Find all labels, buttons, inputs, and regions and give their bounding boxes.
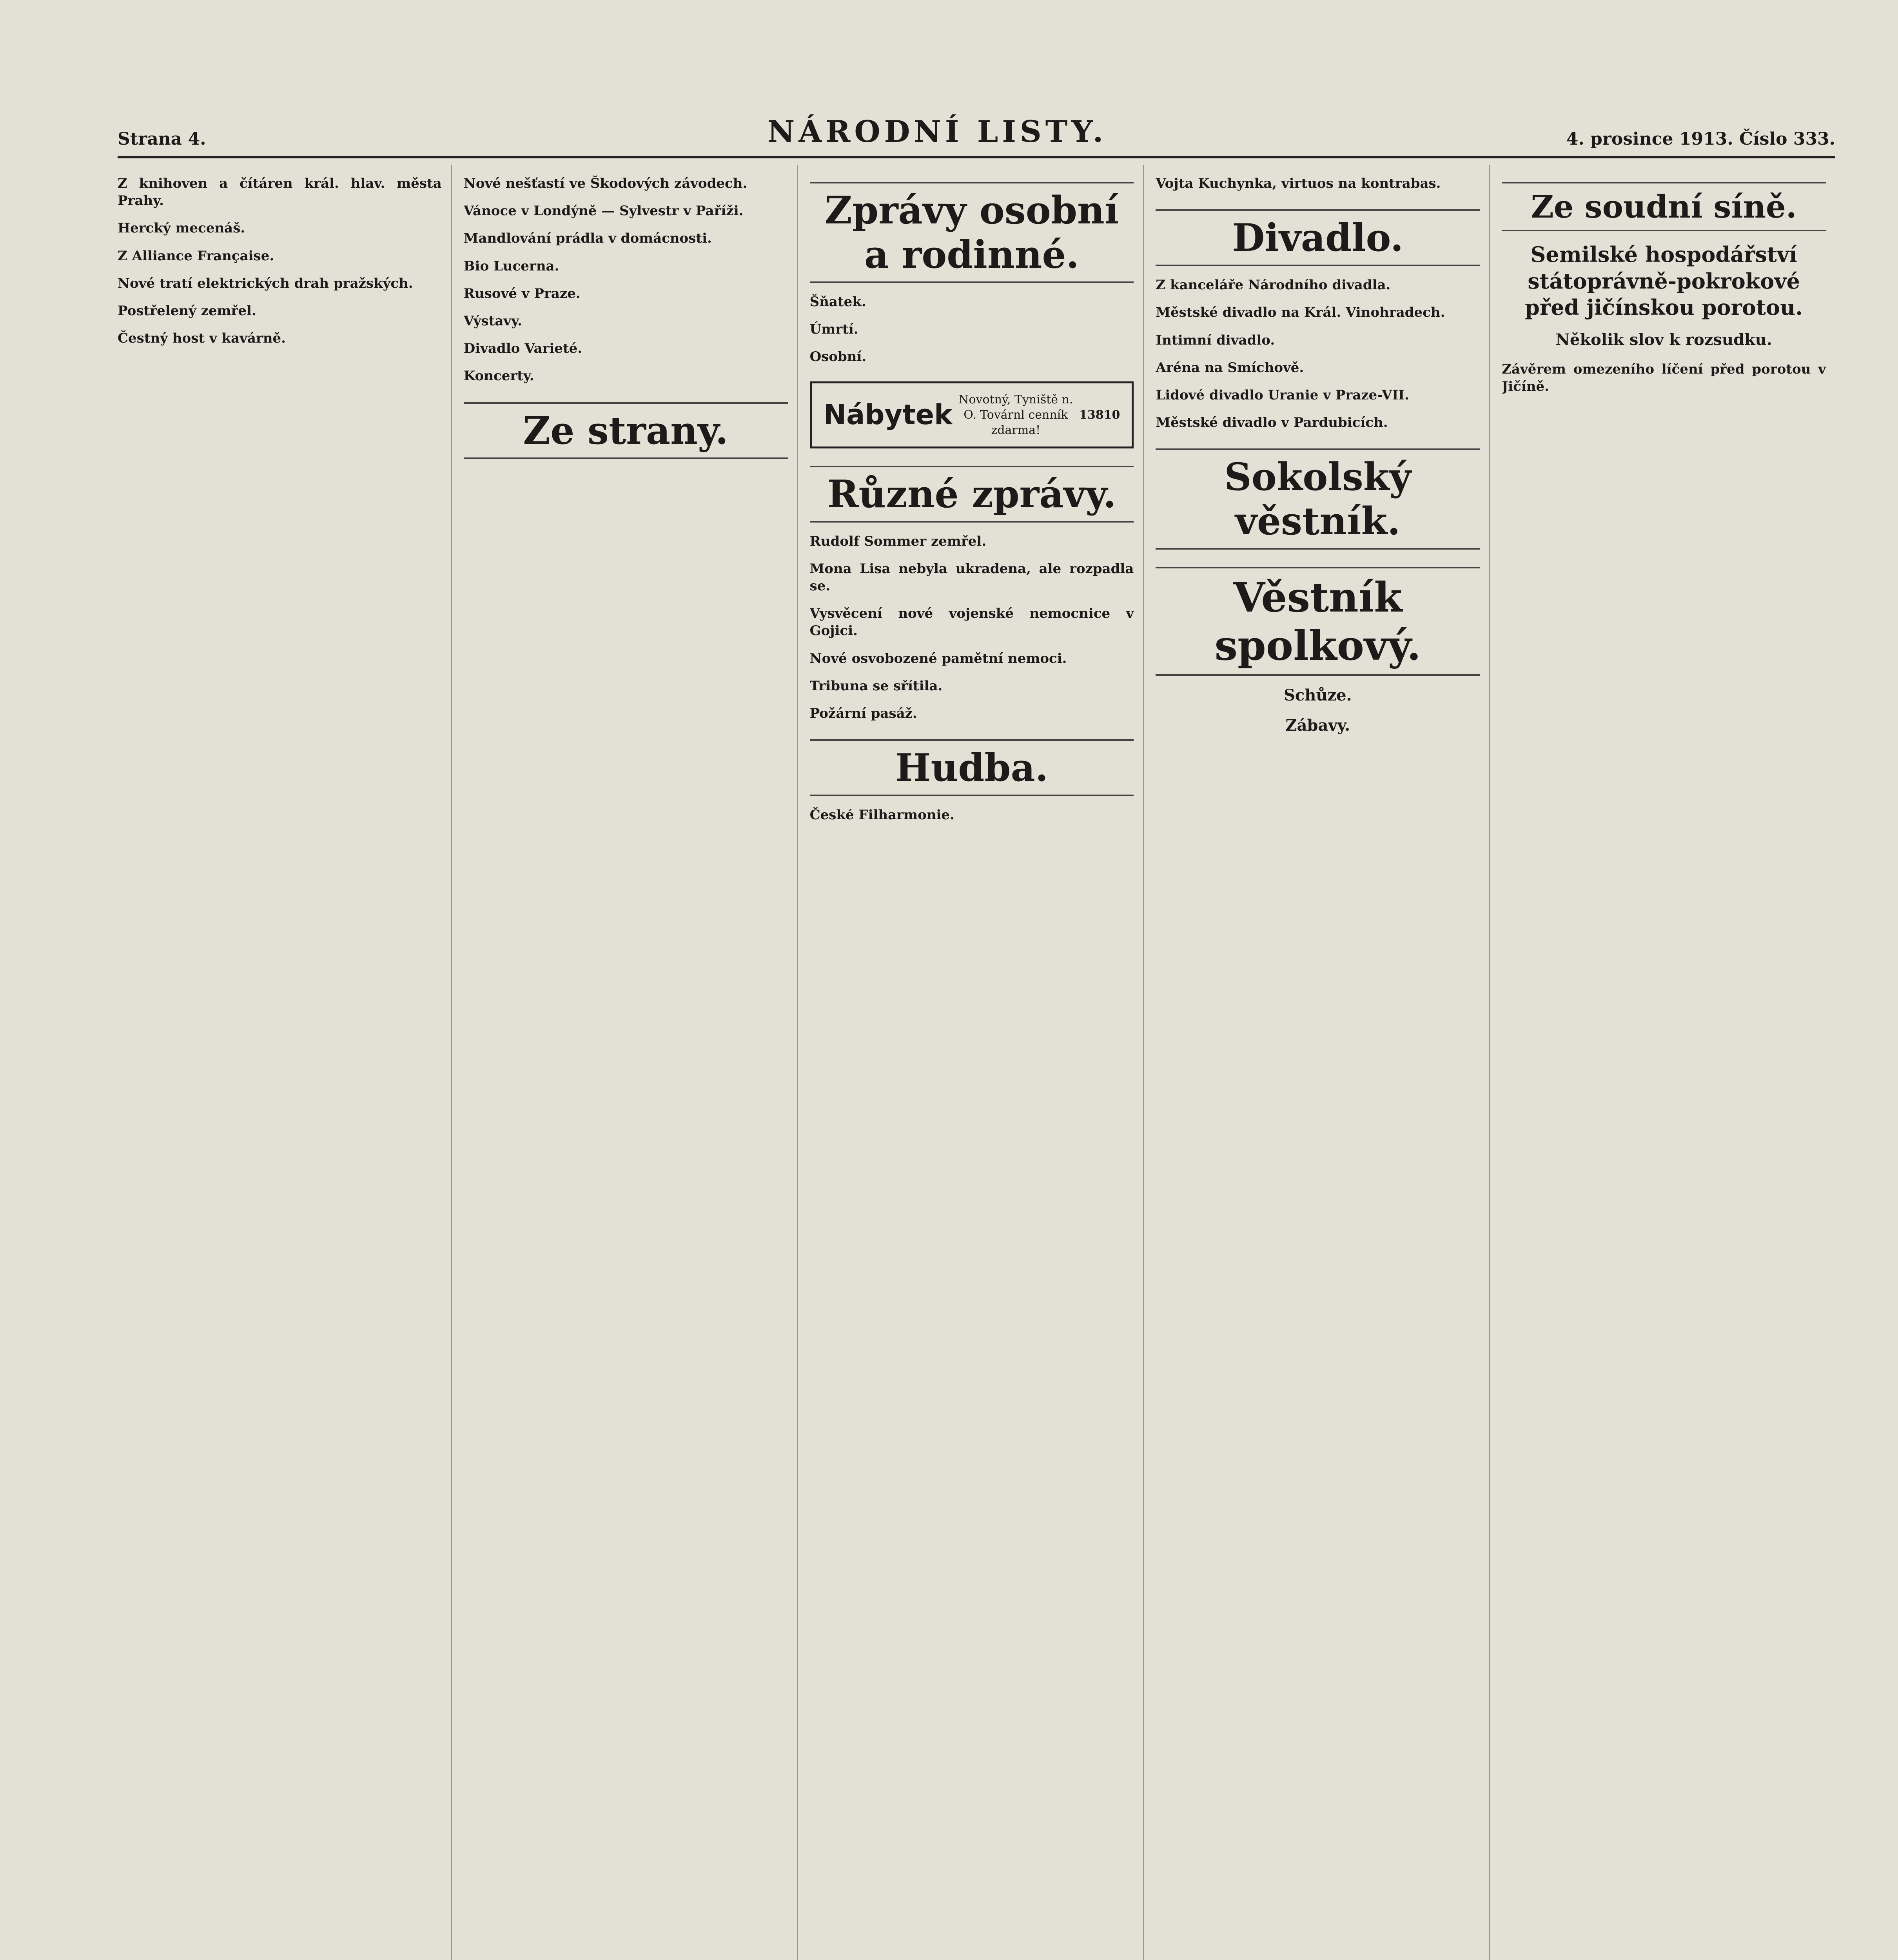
article-lead: Vysvěcení nové vojenské nemocnice v Gojici. bbox=[809, 606, 1134, 639]
article-lead: Z kanceláře Národního divadla. bbox=[1156, 277, 1391, 293]
section-heading-strany: Ze strany. bbox=[464, 402, 788, 459]
masthead bbox=[118, 98, 1835, 158]
article-lead: Lidové divadlo Uranie v Praze-VII. bbox=[1156, 387, 1409, 403]
article-lead: Šňatek. bbox=[809, 294, 866, 310]
column-1 bbox=[118, 165, 452, 1960]
article-lead: Z Alliance Française. bbox=[118, 248, 274, 264]
section-heading-sokol: Sokolský věstník. bbox=[1156, 448, 1480, 550]
section-heading-soud: Ze soudní síně. bbox=[1502, 182, 1826, 231]
article-lead: České Filharmonie. bbox=[809, 807, 954, 823]
page-number: Strana 4. bbox=[118, 129, 206, 149]
article-lead: Nové tratí elektrických drah pražských. bbox=[118, 275, 413, 291]
article-lead: Intimní divadlo. bbox=[1156, 332, 1275, 348]
furniture-advertisement bbox=[810, 381, 1134, 448]
article-headline: Semilské hospodářství státoprávně-pokrokové před jičínskou porotou. bbox=[1525, 242, 1803, 320]
column-2 bbox=[464, 165, 798, 1960]
article-lead: Závěrem omezeního líčení před porotou v Jičíně. bbox=[1502, 361, 1826, 394]
article-lead: Rudolf Sommer zemřel. bbox=[809, 533, 987, 549]
article-lead: Osobní. bbox=[809, 349, 867, 365]
section-heading-hudba: Hudba. bbox=[810, 739, 1134, 796]
issue-date: 4. prosince 1913. Číslo 333. bbox=[1566, 129, 1835, 149]
article-lead: Divadlo Varieté. bbox=[463, 341, 582, 357]
article-lead: Výstavy. bbox=[463, 313, 522, 329]
article-lead: Mandlování prádla v domácnosti. bbox=[463, 230, 712, 247]
newspaper-title: NÁRODNÍ LISTY. bbox=[767, 114, 1107, 149]
subsection-zabavy: Zábavy. bbox=[1285, 716, 1350, 735]
article-lead: Koncerty. bbox=[463, 368, 534, 384]
columns bbox=[118, 165, 1835, 1960]
ad-code: 13810 bbox=[1079, 408, 1120, 422]
article-subheadline: Několik slov k rozsudku. bbox=[1555, 330, 1772, 349]
column-5 bbox=[1502, 165, 1835, 1960]
subsection-schuze: Schůze. bbox=[1284, 686, 1352, 705]
article-lead: Úmrtí. bbox=[809, 321, 858, 338]
article-lead: Mona Lisa nebyla ukradena, ale rozpadla se. bbox=[809, 561, 1134, 594]
article-lead: Nové osvobozené pamětní nemoci. bbox=[809, 650, 1067, 666]
article-lead: Městské divadlo na Král. Vinohradech. bbox=[1156, 305, 1445, 321]
section-heading-divadlo: Divadlo. bbox=[1156, 209, 1480, 266]
article-lead: Nové nešťastí ve Škodových závodech. bbox=[463, 176, 748, 191]
ad-brand: Nábytek bbox=[823, 399, 953, 431]
ad-text: Novotný, Tyniště n. O. Továrnl cenník zdarma! bbox=[958, 392, 1073, 437]
section-heading-spolky: Věstník spolkový. bbox=[1156, 567, 1480, 676]
article-lead: Z knihoven a čítáren král. hlav. města Prahy. bbox=[118, 176, 442, 209]
column-4 bbox=[1156, 165, 1490, 1960]
article-lead: Městské divadlo v Pardubicích. bbox=[1156, 415, 1388, 431]
article-lead: Vánoce v Londýně — Sylvestr v Paříži. bbox=[463, 203, 744, 219]
article-lead: Tribuna se sřítila. bbox=[809, 678, 943, 694]
article-lead: Postřelený zemřel. bbox=[118, 303, 256, 319]
section-heading-osobni: Zprávy osobní a rodinné. bbox=[810, 182, 1134, 283]
article-lead: Čestný host v kavárně. bbox=[118, 330, 286, 347]
column-3 bbox=[810, 165, 1144, 1960]
article-lead: Požární pasáž. bbox=[809, 705, 917, 721]
article-lead: Aréna na Smíchově. bbox=[1156, 359, 1304, 376]
article-lead: Vojta Kuchynka, virtuos na kontrabas. bbox=[1156, 176, 1441, 191]
article-lead: Hercký mecenáš. bbox=[118, 220, 245, 236]
article-lead: Rusové v Praze. bbox=[463, 285, 581, 301]
section-heading-ruzne: Různé zprávy. bbox=[810, 466, 1134, 523]
article-lead: Bio Lucerna. bbox=[463, 258, 559, 274]
